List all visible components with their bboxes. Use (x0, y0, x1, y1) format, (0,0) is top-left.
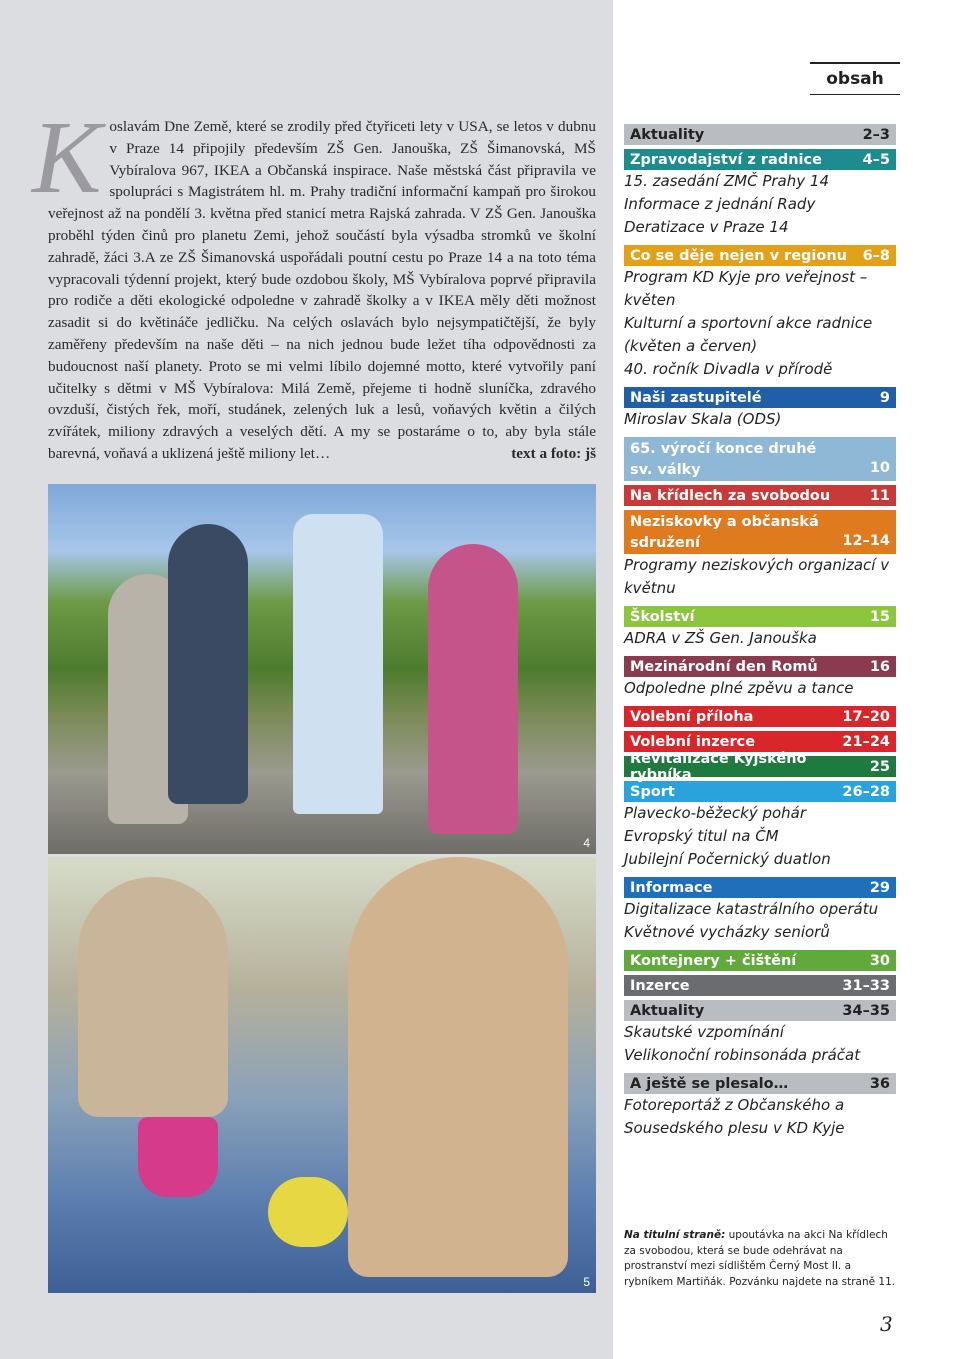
toc-item[interactable]: Fotoreportáž z Občanského a Sousedského plesu v KD Kyje (624, 1096, 845, 1137)
toc-section-pages: 21–24 (842, 733, 890, 750)
toc-header-label: obsah (826, 69, 884, 89)
robot-sculpture (293, 514, 383, 814)
toc-section-title: Na křídlech za svobodou (630, 487, 831, 504)
toc-section-title: Co se děje nejen v regionu (630, 247, 848, 264)
cover-note-label: Na titulní straně: (624, 1229, 726, 1241)
toc-item[interactable]: Informace z jednání Rady (624, 195, 816, 213)
toc-section-pages: 34–35 (842, 1002, 890, 1019)
intro-article (32, 100, 596, 465)
toc-section-pages: 25 (869, 758, 890, 775)
toc-item[interactable]: Deratizace v Praze 14 (624, 218, 789, 236)
toc-header (810, 62, 900, 95)
toc-section-title: Volební příloha (630, 708, 754, 725)
drop-cap: K (32, 100, 102, 215)
toc-item[interactable]: Digitalizace katastrálního operátu (624, 900, 879, 918)
toc-section-title: 65. výročí konce druhé sv. války (630, 441, 817, 478)
intro-text: oslavám Dne Země, které se zrodily před čtyřiceti lety v USA, se letos v dubnu v Praze 14 připojily především ZŠ Gen. Janouška, ZŠ Šimanovská, MŠ Vybíralova 967, IKEA a Občanská inspirace. Naše městská část připravila ve spolupráci s Magistrátem hl. m. Prahy tradiční informační kampaň pro širokou veřejnost až na pondělí 3. května před stanicí metra Rajská zahrada. V ZŠ Gen. Janouška proběhl týden činů pro planetu Zemi, jehož součástí byla výsadba stromků ve školní zahradě, žáci 3.A ze ZŠ Šimanovská uspořádali poutní cestu po Praze 14 a na toto téma vypracovali týdenní projekt, který bude ozdobou školy, MŠ Vybíralova poprvé připravila pro rodiče a děti ekologické odpoledne v zahradě školky a v IKEA měly děti možnost zasadit si do květináče jedličku. Na celých oslavách bylo nejsympatičtější, že byly zaměřeny především na naše děti – na nich jednou bude ležet tíha odpovědnosti za budoucnost naší planety. Proto se mi velmi líbilo dojemné motto, které vytvořily paní učitelky s dětmi v MŠ Vybíralova: Milá Země, přejeme ti hodně sluníčka, zdravého ovzduší, čistých řek, moří, studánek, zelených luk a lesů, voňavých květin a čilých zvířátek, miliony zdravých a veselých dětí. A my se postaráme o to, aby byla stále barevná, voňavá a uklizená ještě miliony let… (48, 118, 596, 462)
toc-item[interactable]: Kulturní a sportovní akce radnice (květen a červen) (624, 314, 873, 355)
toc-section-title: Volební inzerce (630, 733, 756, 750)
toc-item[interactable]: Miroslav Skala (ODS) (624, 410, 782, 428)
toc-section-title: Školství (630, 608, 695, 625)
toc-section-title: Naši zastupitelé (630, 389, 762, 406)
toc-section-pages: 36 (869, 1075, 890, 1092)
toc-section-bar[interactable] (624, 387, 896, 408)
toc-section-bar[interactable] (624, 877, 896, 898)
toc-section-bar[interactable] (624, 1073, 896, 1094)
toc-section-pages: 2–3 (862, 126, 890, 143)
toc-section-title: Informace (630, 879, 713, 896)
toc-section-title: Neziskovky a občanská sdružení (630, 514, 819, 551)
toc-section-pages: 6–8 (862, 247, 890, 264)
toc-item[interactable]: 40. ročník Divadla v přírodě (624, 360, 833, 378)
photo-number: 4 (583, 836, 590, 850)
photo-girls-planting (48, 857, 596, 1293)
girl-figure (348, 857, 568, 1277)
toc-section-bar[interactable] (624, 950, 896, 971)
toc-section-pages: 31–33 (842, 977, 890, 994)
toc-section-title: Zpravodajství z radnice (630, 151, 822, 168)
toc-section-pages: 12–14 (842, 533, 890, 549)
toc-section-title: Aktuality (630, 1002, 705, 1019)
girl-figure (78, 877, 228, 1117)
photo-children-robot (48, 484, 596, 854)
flower-pot (138, 1117, 218, 1197)
toc-section-pages: 17–20 (842, 708, 890, 725)
toc-section-title: Revitalizace Kyjského rybníka (630, 750, 807, 783)
toc-section-pages: 11 (869, 487, 890, 504)
toc-section-pages: 16 (869, 658, 890, 675)
toc-section-bar[interactable] (624, 750, 896, 783)
toc-section-bar[interactable] (624, 656, 896, 677)
toc-item[interactable]: Programy neziskových organizací v květnu (624, 556, 890, 597)
toc-section-bar[interactable] (624, 606, 896, 627)
toc-item[interactable]: ADRA v ZŠ Gen. Janouška (624, 629, 817, 647)
toc-item[interactable]: 15. zasedání ZMČ Prahy 14 (624, 172, 829, 190)
toc-section-pages: 29 (869, 879, 890, 896)
toc-section-bar[interactable] (624, 975, 896, 996)
toc-section-pages: 30 (869, 952, 890, 969)
toc-section-title: Inzerce (630, 977, 690, 994)
cover-note (624, 1228, 896, 1290)
toc-section-title: Sport (630, 783, 675, 800)
toc-section-pages: 4–5 (862, 151, 890, 168)
toc-section-title: A ještě se plesalo… (630, 1075, 789, 1092)
toc-section-bar[interactable] (624, 124, 896, 145)
toc-item[interactable]: Jubilejní Počernický duatlon (624, 850, 831, 868)
photo-number: 5 (583, 1275, 590, 1289)
toc-section-bar[interactable] (624, 510, 896, 554)
page-number: 3 (880, 1312, 893, 1336)
flower-pot (268, 1177, 348, 1247)
toc-section-pages: 10 (869, 460, 890, 476)
toc-section-pages: 9 (879, 389, 890, 406)
toc-item[interactable]: Program KD Kyje pro veřejnost – květen (624, 268, 868, 309)
toc-section-title: Kontejnery + čištění (630, 952, 797, 969)
toc-section-pages: 26–28 (842, 783, 890, 800)
child-figure (428, 544, 518, 834)
toc-section-bar[interactable] (624, 781, 896, 802)
toc-item[interactable]: Květnové vycházky seniorů (624, 923, 830, 941)
toc-section-title: Mezinárodní den Romů (630, 658, 818, 675)
toc-section-bar[interactable] (624, 149, 896, 170)
toc-item[interactable]: Velikonoční robinsonáda práčat (624, 1046, 861, 1064)
toc-section-bar[interactable] (624, 706, 896, 727)
toc-item[interactable]: Evropský titul na ČM (624, 827, 779, 845)
toc-section-bar[interactable] (624, 437, 896, 481)
toc-item[interactable]: Odpoledne plné zpěvu a tance (624, 679, 854, 697)
toc-item[interactable]: Skautské vzpomínání (624, 1023, 784, 1041)
toc-section-bar[interactable] (624, 245, 896, 266)
toc-item[interactable]: Plavecko-běžecký pohár (624, 804, 807, 822)
table-of-contents (624, 120, 896, 1140)
child-figure (168, 524, 248, 804)
toc-section-bar[interactable] (624, 731, 896, 752)
toc-section-pages: 15 (869, 608, 890, 625)
toc-section-bar[interactable] (624, 1000, 896, 1021)
cover-note-text: upoutávka na akci Na křídlech za svobodou, která se bude odehrávat na prostranství mezi sídlištěm Černý Most II. a rybníkem Martiňák. Pozvánku najdete na straně 11. (624, 1229, 896, 1288)
toc-section-bar[interactable] (624, 485, 896, 506)
toc-section-title: Aktuality (630, 126, 705, 143)
photo-credit: text a foto: jš (511, 444, 596, 462)
